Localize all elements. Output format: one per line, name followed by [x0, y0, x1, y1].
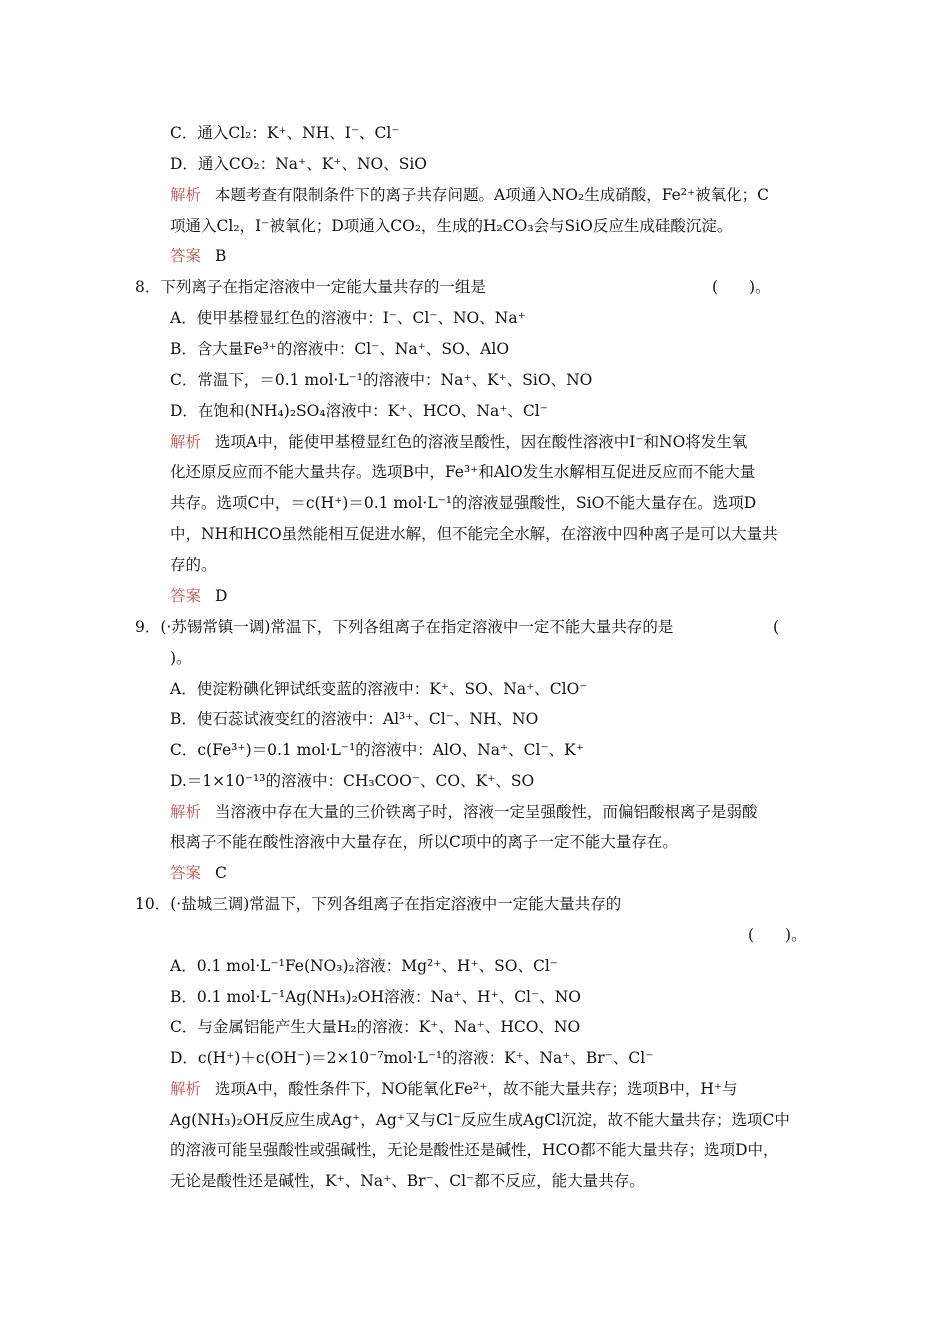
q8-option-b: B．含大量Fe³⁺的溶液中：Cl⁻、Na⁺、SO、AlO: [170, 340, 510, 358]
q10-analysis-line: Ag(NH₃)₂OH反应生成Ag⁺，Ag⁺又与Cl⁻反应生成AgCl沉淀，故不能大量共存；选项C中: [170, 1111, 790, 1129]
q10-option-c: C．与金属铝能产生大量H₂的溶液：K⁺、Na⁺、HCO、NO: [170, 1018, 581, 1036]
q7-answer: [170, 246, 226, 266]
analysis-text: 选项A中，酸性条件下，NO能氧化Fe²⁺，故不能大量共存；选项B中，H⁺与: [215, 1080, 738, 1098]
q7-analysis-line: [170, 185, 769, 205]
q8-option-a: A．使甲基橙显红色的溶液中：I⁻、Cl⁻、NO、Na⁺: [170, 309, 526, 327]
q7-option-c: C．通入Cl₂：K⁺、NH、I⁻、Cl⁻: [170, 124, 400, 142]
analysis-tag: 解析: [170, 186, 202, 204]
q8-answer-blank: ( )。: [712, 278, 771, 296]
q10-answer-blank: ( )。: [748, 926, 807, 944]
analysis-tag: 解析: [170, 803, 202, 821]
analysis-text: 当溶液中存在大量的三价铁离子时，溶液一定呈强酸性，而偏铝酸根离子是弱酸: [215, 803, 758, 821]
q8-analysis-line: 化还原反应而不能大量共存。选项B中，Fe³⁺和AlO发生水解相互促进反应而不能大量: [170, 463, 756, 481]
q9-analysis-line: 根离子不能在酸性溶液中大量存在，所以C项中的离子一定不能大量存在。: [170, 833, 678, 851]
q8-analysis-line: 存的。: [170, 556, 217, 574]
q8-answer: [170, 586, 227, 606]
q7-option-d: D．通入CO₂：Na⁺、K⁺、NO、SiO: [170, 155, 428, 173]
q9-option-b: B．使石蕊试液变红的溶液中：Al³⁺、Cl⁻、NH、NO: [170, 710, 539, 728]
q8-analysis-line: 中，NH和HCO虽然能相互促进水解，但不能完全水解，在溶液中四种离子是可以大量共: [170, 525, 778, 543]
q8-stem: 8．下列离子在指定溶液中一定能大量共存的一组是: [135, 278, 486, 296]
q8-option-c: C．常温下，＝0.1 mol·L⁻¹的溶液中：Na⁺、K⁺、SiO、NO: [170, 371, 593, 389]
answer-tag: 答案: [170, 587, 202, 605]
analysis-text: 选项A中，能使甲基橙显红色的溶液呈酸性，因在酸性溶液中I⁻和NO将发生氧: [215, 433, 748, 451]
q9-stem: 9．(·苏锡常镇一调)常温下，下列各组离子在指定溶液中一定不能大量共存的是: [135, 618, 674, 636]
q9-option-a: A．使淀粉碘化钾试纸变蓝的溶液中：K⁺、SO、Na⁺、ClO⁻: [170, 680, 588, 698]
q8-analysis-line: 共存。选项C中，＝c(H⁺)＝0.1 mol·L⁻¹的溶液显强酸性，SiO不能大量存在。选项D: [170, 494, 757, 512]
q10-analysis-line: [170, 1079, 738, 1099]
answer-value: C: [215, 864, 227, 882]
q7-analysis-line: 项通入Cl₂，I⁻被氧化；D项通入CO₂，生成的H₂CO₃会与SiO反应生成硅酸沉淀。: [170, 217, 733, 235]
analysis-tag: 解析: [170, 1080, 202, 1098]
q9-option-d: D.＝1×10⁻¹³的溶液中：CH₃COO⁻、CO、K⁺、SO: [170, 772, 535, 790]
q10-option-a: A．0.1 mol·L⁻¹Fe(NO₃)₂溶液：Mg²⁺、H⁺、SO、Cl⁻: [170, 957, 558, 975]
q10-stem: 10．(·盐城三调)常温下，下列各组离子在指定溶液中一定能大量共存的: [135, 895, 622, 913]
q10-analysis-line: 的溶液可能呈强酸性或强碱性，无论是酸性还是碱性，HCO都不能大量共存；选项D中，: [170, 1141, 779, 1159]
q10-option-d: D．c(H⁺)＋c(OH⁻)＝2×10⁻⁷mol·L⁻¹的溶液：K⁺、Na⁺、Br⁻、Cl⁻: [170, 1049, 654, 1067]
analysis-tag: 解析: [170, 433, 202, 451]
q9-answer-blank-close: )。: [170, 649, 192, 667]
answer-value: B: [215, 247, 227, 265]
q9-answer-blank-open: (: [773, 618, 780, 636]
analysis-text: 本题考查有限制条件下的离子共存问题。A项通入NO₂生成硝酸，Fe²⁺被氧化；C: [215, 186, 770, 204]
q10-option-b: B．0.1 mol·L⁻¹Ag(NH₃)₂OH溶液：Na⁺、H⁺、Cl⁻、NO: [170, 988, 581, 1006]
q9-analysis-line: [170, 802, 758, 822]
q8-option-d: D．在饱和(NH₄)₂SO₄溶液中：K⁺、HCO、Na⁺、Cl⁻: [170, 402, 548, 420]
q9-option-c: C．c(Fe³⁺)＝0.1 mol·L⁻¹的溶液中：AlO、Na⁺、Cl⁻、K⁺: [170, 741, 584, 759]
q10-analysis-line: 无论是酸性还是碱性，K⁺、Na⁺、Br⁻、Cl⁻都不反应，能大量共存。: [170, 1172, 645, 1190]
answer-tag: 答案: [170, 247, 202, 265]
answer-value: D: [215, 587, 228, 605]
answer-tag: 答案: [170, 864, 202, 882]
q9-answer: [170, 863, 227, 883]
q8-analysis-line: [170, 432, 747, 452]
